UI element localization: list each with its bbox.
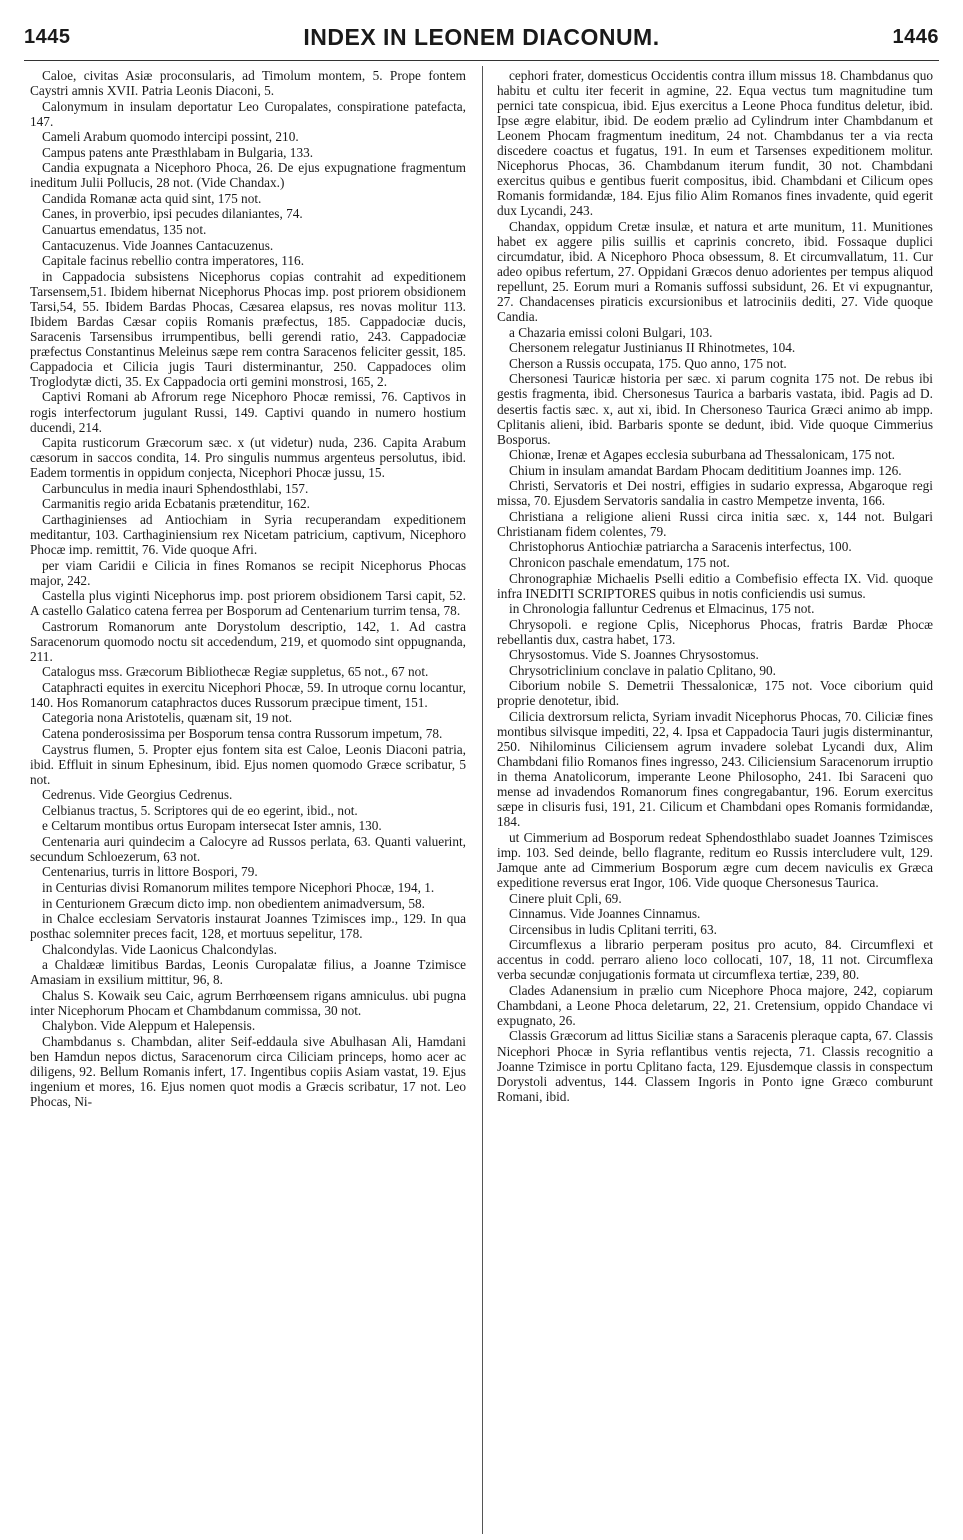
index-entry: Carthaginienses ad Antiochiam in Syria recuperandam expeditionem meditantur, 103. Carthaginiensium rex Nicetam patricium, captivum, Nicephoro Phocæ imp. remittit, 76. Vide quoque Afri.: [30, 511, 466, 557]
index-entry: a Chazaria emissi coloni Bulgari, 103.: [509, 324, 713, 340]
index-entry: Carmanitis regio arida Ecbatanis prætenditur, 162.: [42, 496, 310, 512]
index-entry: Captivi Romani ab Afrorum rege Nicephoro Phocæ remissi, 76. Captivos in rogis interfectorum jugulant Russi, 149. Captivi quando in numero hostium ducendi, 214.: [30, 389, 466, 435]
index-entry: Canuartus emendatus, 135 not.: [42, 221, 207, 237]
index-entry: Caystrus flumen, 5. Propter ejus fontem sita est Caloe, Leonis Diaconi patria, ibid. Effluit in sinum Ephesinum, ibid. Ejus nomen quomodo Græce scribatur, 5 not.: [30, 741, 466, 787]
index-entry: Candida Romanæ acta quid sint, 175 not.: [42, 190, 262, 206]
index-entry: ut Cimmerium ad Bosporum redeat Sphendosthlabo suadet Joannes Tzimisces imp. 103. Sed deinde, bello flagrante, reditum eo Russis intercludere vult, 129. Jamque ante ad Cimmerium Bosporum ægre cum decem naviculis ex Græca expeditione reversus erat Ingor, 106. Vide quoque Chersonesus Taurica.: [497, 829, 933, 890]
index-entry: Canes, in proverbio, ipsi pecudes dilaniantes, 74.: [42, 206, 303, 222]
index-entry: Chrysostomus. Vide S. Joannes Chrysostomus.: [509, 647, 759, 663]
index-entry: Chronicon paschale emendatum, 175 not.: [509, 555, 730, 570]
index-entry: Circumflexus a librario perperam positus pro acuto, 84. Circumflexi et accentus in codd. perraro alieno loco collocati, 107, 18, 11 not. Circumflexa verba secundæ conjugationis formata ut circumflexa tertiæ, 239, 80.: [497, 937, 933, 983]
index-entry: Candia expugnata a Nicephoro Phoca, 26. De ejus expugnatione fragmentum ineditum Julii Pollucis, 28 not. (Vide Chandax.): [30, 160, 466, 191]
index-entry: Circensibus in ludis Cplitani territi, 63.: [509, 921, 717, 937]
index-entry: Clades Adanensium in prælio cum Nicephore Phoca majore, 242, copiarum Chambdani, a Leone Phoca deletarum, 22, 21. Cretensium, oppido Chandace vi expugnato, 26.: [497, 982, 933, 1028]
index-entry: Chrysotriclinium conclave in palatio Cplitano, 90.: [509, 662, 776, 678]
index-entry: Chandax, oppidum Cretæ insulæ, et natura et arte munitum, 11. Munitiones habet ex aggere pilis suillis et caprinis concreto, ibid. Fossaque duplici circumdatur, ibid. A Nicephoro Phoca obsessum, 8. Et circumvallatum, 11. Cur adeo opibus refertum, 27. Oppidani Græcos denuo adorientes per tempus aliquod repellunt, 25. Eorum muri a Romanis suffossi subsidunt, 26. Et vi expugnantur, 27. Chandacenses piraticis excursionibus et latrociniis dediti, 27. Vide quoque Candia.: [497, 218, 933, 325]
index-entry: Campus patens ante Præsthlabam in Bulgaria, 133.: [42, 144, 314, 160]
index-entry: Capita rusticorum Græcorum sæc. x (ut videtur) nuda, 236. Capita Arabum cæsorum in saccos condita, 14. Pro singulis nummus argenteus persolutus, ibid. Eadem tormentis in oppidum conjecta, Nicephori Phocæ jussu, 15.: [30, 435, 466, 481]
index-entry: Calonymum in insulam deportatur Leo Curopalates, conspiratione patefacta, 147.: [30, 98, 466, 129]
index-entry: Christiana a religione alieni Russi circa initia sæc. x, 144 not. Bulgari Christianam fidem colentes, 79.: [497, 508, 933, 539]
page-header: [24, 18, 939, 56]
index-entry: Christophorus Antiochiæ patriarcha a Saracenis interfectus, 100.: [509, 539, 852, 555]
index-entry: Cinere pluit Cpli, 69.: [509, 890, 622, 906]
index-entry: Ciborium nobile S. Demetrii Thessalonicæ, 175 not. Voce ciborium quid proprie denotetur, ibid.: [497, 678, 933, 709]
index-entry: per viam Caridii e Cilicia in fines Romanos se recipit Nicephorus Phocas major, 242.: [30, 557, 466, 588]
right-column-number: 1446: [892, 25, 939, 48]
header-rule: [24, 60, 939, 61]
index-entry: Caloe, civitas Asiæ proconsularis, ad Timolum montem, 5. Prope fontem Caystri amnis XVII. Patria Leonis Diaconi, 5.: [30, 68, 466, 99]
index-entry: Carbunculus in media inauri Sphendosthlabi, 157.: [42, 480, 309, 496]
index-entry: Cataphracti equites in exercitu Nicephori Phocæ, 59. In utroque cornu locantur, 140. Hos Romanorum cataphractos duces Russorum præcipue timent, 151.: [30, 679, 466, 710]
index-entry: Categoria nona Aristotelis, quænam sit, 19 not.: [42, 710, 293, 726]
index-entry: in Centurionem Græcum dicto imp. non obedientem animadversum, 58.: [42, 895, 425, 911]
index-entry: in Cappadocia subsistens Nicephorus copias contrahit ad expeditionem Tarsensem,51. Ibidem hibernat Nicephorus Phocas imp. post priorem obsidionem Tarsi,54, 55. Ibidem Bardas Phocas, Cæsarea elapsus, res novas molitur 113. Ibidem Bardas Cæsar copiis Romanis præfectus, 185. Cappadociæ ducis, Saracenis Tarsensibus irrumpentibus, belli gerendi ratio, 243. Cappadociæ præfectus Constantinus Meleinus sæpe rem contra Saracenos feliciter gessit, 185. Cappadocia et Cilicia jugis Tauri disterminantur, 250. Cappadoces olim Troglodytæ dicti, 35. Ex Cappadocia orti gemini monstrosi, 165, 2.: [30, 268, 466, 389]
index-entry: e Celtarum montibus ortus Europam intersecat Ister amnis, 130.: [42, 818, 382, 834]
index-entry: Capitale facinus rebellio contra imperatores, 116.: [42, 253, 305, 269]
index-entry: Cedrenus. Vide Georgius Cedrenus.: [42, 787, 233, 803]
index-entry: Castella plus viginti Nicephorus imp. post priorem obsidionem Tarsi capit, 52. A castello Galatico catena ferrea per Bosporum ad Centenarium turrim tensa, 78.: [30, 588, 466, 619]
index-entry: Chersonesi Tauricæ historia per sæc. xi parum cognita 175 not. De rebus ibi gestis fragmenta, ibid. Chersonesus Taurica a barbaris vastata, ibid. Pagis ad D. desertis factis sæc. x, aut xi, ibid. In Chersoneso Taurica Græci animo ab impp. Cplitanis alieni, ibid. Barbaris sponte se dedunt, ibid. Vide quoque Cimmerius Bosporus.: [497, 371, 933, 447]
index-entry: Chersonem relegatur Justinianus II Rhinotmetes, 104.: [509, 340, 796, 356]
index-entry: Cilicia dextrorsum relicta, Syriam invadit Nicephorus Phocas, 70. Ciliciæ fines montibus silvisque impediti, 22, 4. Ipsa et Cappadocia Tauri jugis disterminantur, 250. Nihilominus Ciliciensem agrum invadere solebat Lycandi dux, Alim Chambdani filio Romanos fines ingresso, 243. Ciliciensium Saracenorum irruptio in thema Anatolicorum, imperante Leone Philosopho, 241. Ibi Saraceni quo mense ad invadendos Romanorum fines congregabantur, 196. Eorum exercitus sæpe in clisuris fusi, 191, 21. Cilicum et Chambdani opes Romanis formidandæ, 184.: [497, 708, 933, 830]
index-entry: Celbianus tractus, 5. Scriptores qui de eo egerint, ibid., not.: [42, 802, 358, 818]
index-entry: Cinnamus. Vide Joannes Cinnamus.: [509, 906, 701, 922]
left-column: [30, 68, 466, 1532]
index-entry: Cantacuzenus. Vide Joannes Cantacuzenus.: [42, 237, 274, 253]
index-entry: Chrysopoli. e regione Cplis, Nicephorus Phocas, fratris Bardæ Phocæ rebellantis dux, castra habet, 173.: [497, 616, 933, 647]
index-entry: Centenarius, turris in littore Bospori, 79.: [42, 864, 258, 880]
index-entry: Catalogus mss. Græcorum Bibliothecæ Regiæ suppletus, 65 not., 67 not.: [42, 664, 429, 680]
index-entry: Chronographiæ Michaelis Pselli editio a Combefisio effecta IX. Vid. quoque infra INEDITI SCRIPTORES quibus in notis conficiendis usi sumus.: [497, 570, 933, 601]
index-entry: Cameli Arabum quomodo intercipi possint, 210.: [42, 129, 299, 145]
index-entry: Classis Græcorum ad littus Siciliæ stans a Saracenis pleraque capta, 67. Classis Nicephori Phocæ in Syria reflantibus ventis rejecta, 71. Classis recognitio a Joanne Tzimisce in portu Cplitano facta, 129. Ejusdemque classis in conspectum Dorystoli adventus, 144. Classem Ingoris in Ponto igne Græco comburunt Romani, ibid.: [497, 1028, 933, 1104]
index-entry: in Centurias divisi Romanorum milites tempore Nicephori Phocæ, 194, 1.: [42, 879, 435, 895]
index-entry: Chalus S. Kowaik seu Caic, agrum Berrhœensem rigans amniculus. ubi pugna inter Nicephorum Phocam et Chambdanum commissa, 30 not.: [30, 987, 466, 1018]
index-entry: cephori frater, domesticus Occidentis contra illum missus 18. Chambdanus quo habitu et cultu iter fecerit in agmine, 22. Equa vectus tum magnitudine tum pernici tate conspicua, ibid. Ejus exercitus a Leone Phoca funditus deletur, ibid. Ipse ægre elabitur, ibid. De eodem prælio ad Cylindrum inter Chambdanum et Leonem Phocam fragmentum ineditum, 24 not. Chambdanus ter a via recta discedere coactus et fugatus, 191. In eum et Tarsenses expeditionem molitur. Nicephorus Phocas, 36. Chambdanum iterum fundit, 30 not. Chambdani exercitus quibus e gentibus fuerit compositus, ibid. Chambdani et Cilicum opes Romanis formidandæ, 184. Ejus filio Alim Romanos fines invadente, quid egerit dux Lycandi, 243.: [497, 68, 933, 219]
index-entry: Catena ponderosissima per Bosporum tensa contra Russorum impetum, 78.: [42, 726, 443, 742]
index-entry: Chambdanus s. Chambdan, aliter Seif-eddaula sive Abulhasan Ali, Hamdani ben Hamdun nepos dictus, Saracenorum circa Ciliciam princeps, homo acer ac diligens, 92. Bellum Romanis infert, 17. Ingentibus copiis Asiam vastat, 19. Ejus ingenium et mores, 16. Ejus nomen quot modis a Græcis scribatur, 17 not. Leo Phocas, Ni-: [30, 1033, 466, 1110]
index-entry: in Chalce ecclesiam Servatoris instaurat Joannes Tzimisces imp., 129. In qua posthac solemniter preces facit, 128, et mortuus sepelitur, 178.: [30, 911, 466, 942]
index-entry: Chalybon. Vide Aleppum et Halepensis.: [42, 1018, 256, 1034]
index-entry: Cherson a Russis occupata, 175. Quo anno, 175 not.: [509, 355, 787, 371]
index-entry: Chionæ, Irenæ et Agapes ecclesia suburbana ad Thessalonicam, 175 not.: [509, 447, 896, 463]
right-column: [497, 68, 933, 1532]
column-divider: [482, 66, 483, 1534]
index-entry: Centenaria auri quindecim a Calocyre ad Russos perlata, 63. Quanti valuerint, secundum Schloezerum, 63 not.: [30, 833, 466, 864]
left-column-number: 1445: [24, 25, 71, 48]
index-entry: Chium in insulam amandat Bardam Phocam dedititium Joannes imp. 126.: [509, 462, 902, 478]
index-entry: in Chronologia falluntur Cedrenus et Elmacinus, 175 not.: [509, 601, 815, 617]
index-entry: Christi, Servatoris et Dei nostri, effigies in sudario expressa, Abgaroque regi missa, 70. Ejusdem Servatoris sandalia in castro Mempetze inventa, 166.: [497, 478, 933, 509]
running-title: INDEX IN LEONEM DIACONUM.: [303, 23, 660, 50]
index-entry: Castrorum Romanorum ante Dorystolum descriptio, 142, 1. Ad castra Saracenorum quomodo noctu sit accedendum, 219, et quomodo sint oppugnanda, 211.: [30, 618, 466, 664]
index-entry: Chalcondylas. Vide Laonicus Chalcondylas.: [42, 941, 277, 957]
index-entry: a Chaldææ limitibus Bardas, Leonis Curopalatæ filius, a Joanne Tzimisce Amasiam in exsilium mittitur, 96, 8.: [30, 957, 466, 988]
